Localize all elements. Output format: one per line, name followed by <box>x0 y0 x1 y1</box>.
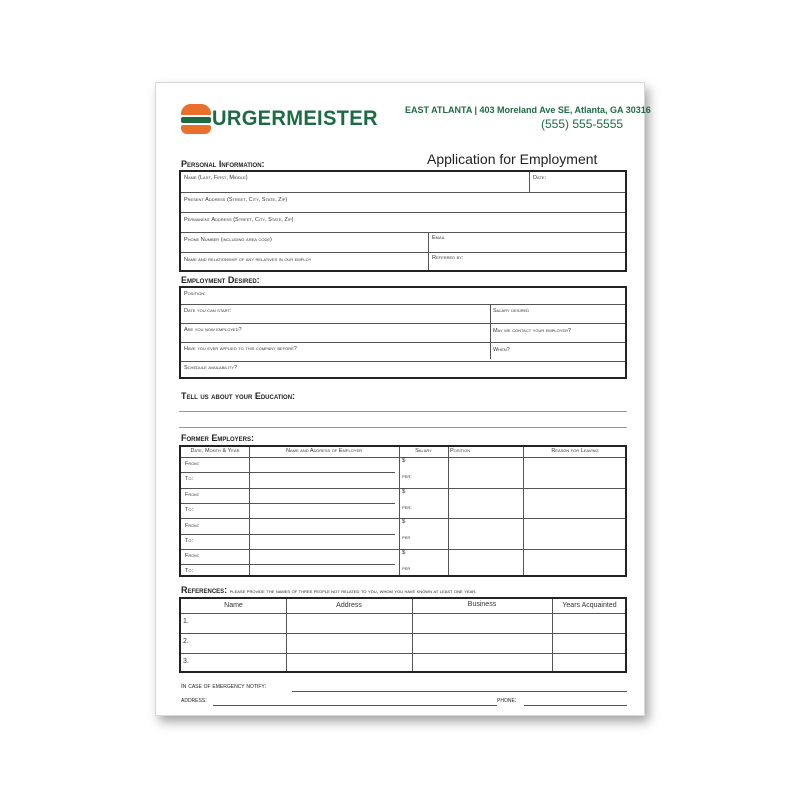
emergency-label: In case of emergency notify: <box>181 683 267 690</box>
to-label: To: <box>185 568 193 574</box>
contact-employer-field[interactable]: May we contact your employer? <box>493 328 572 334</box>
burgermeister-logo <box>181 104 385 134</box>
employment-box <box>179 286 627 379</box>
personal-info-box <box>179 170 627 272</box>
address-label: address: <box>181 697 207 704</box>
to-label: To: <box>185 476 193 482</box>
ref-row-2[interactable]: 2. <box>183 638 189 645</box>
employed-field[interactable]: Are you now employed? <box>184 327 242 333</box>
phone-number-field[interactable]: Phone Number (including area code) <box>184 237 272 243</box>
applied-before-field[interactable]: Have you ever applied to this company before? <box>184 346 297 352</box>
start-date-field[interactable]: Date you can start: <box>184 308 232 314</box>
references-table <box>179 597 627 673</box>
per-label: per: <box>402 474 412 480</box>
to-label: To: <box>185 538 193 544</box>
education-line-2[interactable] <box>179 427 627 428</box>
address-line[interactable] <box>213 705 497 706</box>
per-label: per: <box>402 505 412 511</box>
per-label: per <box>402 535 411 541</box>
to-label: To: <box>185 507 193 513</box>
col-position: Position <box>450 448 471 454</box>
dollar-sign: $ <box>402 519 406 525</box>
ref-col-name: Name <box>224 602 243 609</box>
form-title: Application for Employment <box>427 151 598 167</box>
email-field[interactable]: Email <box>432 235 446 241</box>
ref-row-3[interactable]: 3. <box>183 658 189 665</box>
former-employers-heading: Former Employers: <box>181 433 255 443</box>
from-label: From: <box>185 461 200 467</box>
education-heading: Tell us about your Education: <box>181 391 296 401</box>
references-title: References: <box>181 585 228 595</box>
salary-desired-field[interactable]: Salary desired <box>493 308 530 314</box>
application-sheet <box>155 82 651 716</box>
emergency-line[interactable] <box>292 691 627 692</box>
store-phone: (555) 555-5555 <box>541 117 624 131</box>
from-label: From: <box>185 553 200 559</box>
from-label: From: <box>185 523 200 529</box>
burger-icon <box>181 104 211 134</box>
col-date: Date, Month & Year <box>190 448 240 454</box>
ref-col-years: Years Acquainted <box>562 602 617 609</box>
references-heading <box>181 585 477 595</box>
ref-col-address: Address <box>336 602 362 609</box>
employment-heading: Employment Desired: <box>181 275 260 285</box>
dollar-sign: $ <box>402 458 406 464</box>
references-note: please provide the names of three people not related to you, whom you have known at least one year. <box>229 589 477 595</box>
dollar-sign: $ <box>402 550 406 556</box>
col-reason: Reason for Leaving <box>551 448 599 454</box>
position-field[interactable]: Position: <box>184 291 206 297</box>
when-field[interactable]: When? <box>493 347 510 353</box>
store-address: EAST ATLANTA | 403 Moreland Ave SE, Atlanta, GA 30316 <box>405 105 651 115</box>
date-field[interactable]: Date: <box>533 175 546 181</box>
relatives-field[interactable]: Name and relationship of any relatives in our employ <box>184 257 312 263</box>
phone-line[interactable] <box>524 705 627 706</box>
education-line-1[interactable] <box>179 411 627 412</box>
dollar-sign: $ <box>402 489 406 495</box>
ref-col-business: Business <box>467 601 497 608</box>
col-salary: Salary <box>415 448 432 454</box>
former-employers-table <box>179 445 627 577</box>
ref-row-1[interactable]: 1. <box>183 618 189 625</box>
schedule-field[interactable]: Schedule availability? <box>184 365 238 371</box>
from-label: From: <box>185 492 200 498</box>
personal-heading: Personal Information: <box>181 159 265 169</box>
col-employer: Name and Address of Employer <box>285 448 363 454</box>
present-address-field[interactable]: Present Address (Street, City, State, Zip) <box>184 197 288 203</box>
phone-label: phone: <box>497 697 517 704</box>
referred-by-field[interactable]: Referred by: <box>432 255 464 261</box>
brand-name: URGERMEISTER <box>212 107 378 130</box>
name-field[interactable]: Name (Last, First, Middle) <box>184 175 248 181</box>
per-label: per <box>402 566 411 572</box>
permanent-address-field[interactable]: Permanent Address (Street, City, State, Zip) <box>184 217 294 223</box>
